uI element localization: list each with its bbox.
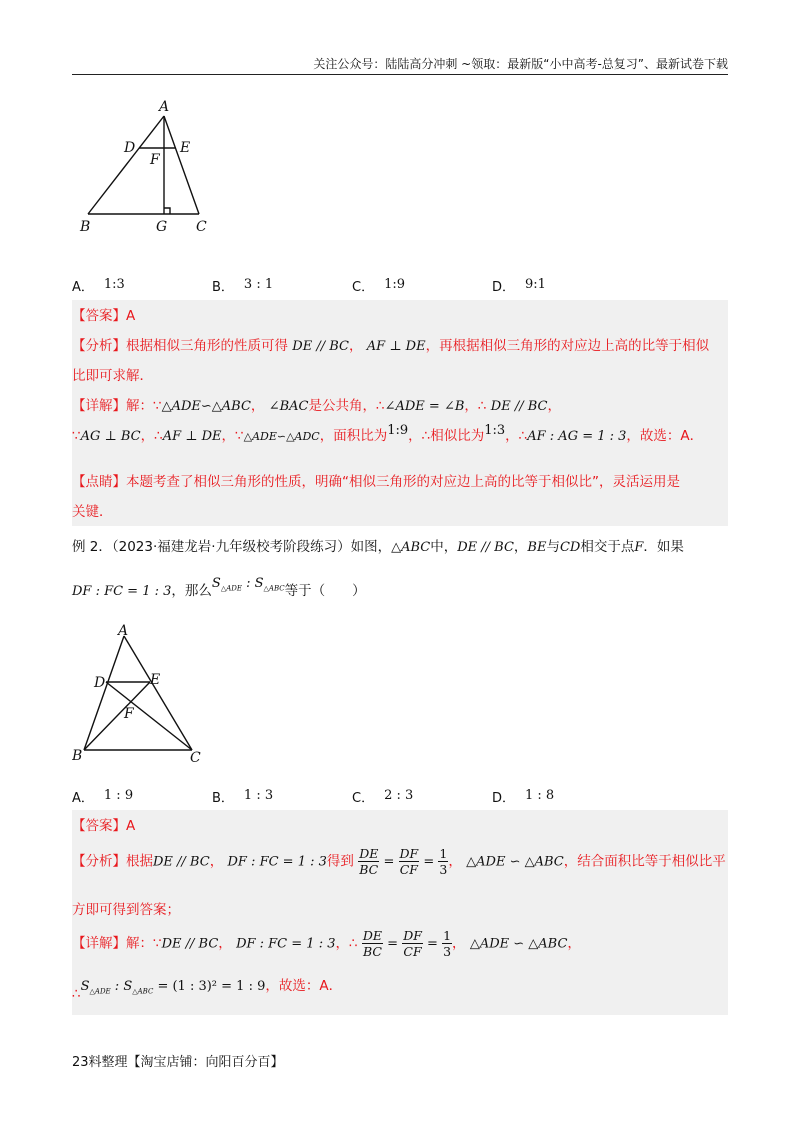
figure-1-triangle xyxy=(76,98,216,238)
q1-point-line-2: 关键． xyxy=(72,504,113,520)
label-e: E xyxy=(150,672,161,688)
q1-detail-line-2: ∵AG ⊥ BC，∴AF ⊥ DE，∵△ADE∽△ADC，面积比为1:9，∴相似比为1:3，∴AF : AG = 1 : 3，故选：A． xyxy=(72,423,704,444)
q2-options xyxy=(72,787,732,807)
fraction-de-bc-2: $\frac{DE}{BC}$ xyxy=(362,928,383,959)
label-f: F xyxy=(150,152,160,168)
fraction-one-third-2: $\frac{1}{3}$ xyxy=(443,928,452,959)
segment-be xyxy=(84,682,150,750)
q2-solution-box xyxy=(72,810,728,1015)
q2-option-b[interactable]: B． 1 : 3 xyxy=(212,788,274,806)
segment-cd xyxy=(106,682,192,750)
label-c: C xyxy=(190,750,201,766)
side-ac xyxy=(124,636,192,750)
q2-stem-line-2: DF : FC = 1 : 3，那么$S_{\triangle ADE}$ : $S_{\triangle ABC}$等于（ ） xyxy=(72,576,366,599)
q2-stem-line-1: 例 2．（2023·福建龙岩·九年级校考阶段练习）如图，△ABC中，DE // BC，BE与CD相交于点F．如果 xyxy=(72,539,684,555)
q2-detail-line-1: 【详解】解：∵DE // BC， DF : FC = 1 : 3，∴ $\frac{DE}{BC}$ = $\frac{DF}{CF}$ = $\frac{1}{3}$ ， △ADE ∽ △ABC， xyxy=(72,928,581,959)
q2-option-a[interactable]: A． 1 : 9 xyxy=(72,788,134,806)
q1-answer-line: 【答案】A xyxy=(72,308,136,324)
q2-option-c[interactable]: C． 2 : 3 xyxy=(352,788,414,806)
label-c: C xyxy=(196,219,207,235)
figure-2-triangle xyxy=(72,622,212,768)
page-footer: 23料整理【淘宝店铺：向阳百分百】 xyxy=(72,1055,284,1070)
q1-option-d[interactable]: D． 9:1 xyxy=(492,277,546,295)
label-d: D xyxy=(94,675,106,691)
side-ac xyxy=(164,116,199,214)
q2-answer-line: 【答案】A xyxy=(72,818,136,834)
label-a: A xyxy=(118,623,129,639)
fraction-one-third: $\frac{1}{3}$ xyxy=(439,846,448,877)
q2-analysis-line-2: 方即可得到答案； xyxy=(72,902,180,918)
q1-option-b[interactable]: B． 3 : 1 xyxy=(212,277,274,295)
q1-analysis-line-1: 【分析】根据相似三角形的性质可得 DE // BC， AF ⊥ DE，再根据相似三角形的对应边上高的比等于相似 xyxy=(72,338,710,354)
q1-point-line-1: 【点睛】本题考查了相似三角形的性质，明确“相似三角形的对应边上高的比等于相似比”，灵活运用是 xyxy=(72,474,680,490)
q2-detail-line-2: $\therefore S_{\triangle ADE}$ : $S_{\triangle ABC} = (1$ : 3)² = 1 : 9，故选：A． xyxy=(72,978,343,1002)
q1-solution-box xyxy=(72,300,728,526)
fraction-df-cf-2: $\frac{DF}{CF}$ xyxy=(403,928,422,959)
right-angle-mark xyxy=(164,208,170,214)
label-f: F xyxy=(124,706,134,722)
page-header: 关注公众号：陆陆高分冲刺 ~领取：最新版“小中高考-总复习”、最新试卷下载 xyxy=(72,56,728,75)
q1-option-c[interactable]: C． 1:9 xyxy=(352,277,405,295)
label-a: A xyxy=(159,99,170,115)
label-g: G xyxy=(156,219,168,235)
q1-options xyxy=(72,276,732,296)
q2-option-d[interactable]: D． 1 : 8 xyxy=(492,788,555,806)
q2-analysis-line-1: 【分析】根据DE // BC， DF : FC = 1 : 3得到 $\frac{DE}{BC}$ = $\frac{DF}{CF}$ = $\frac{1}{3}$ ， △ADE ∽ △ABC，结合面积比等于相似比平 xyxy=(72,846,726,877)
side-ab xyxy=(84,636,124,750)
label-e: E xyxy=(180,140,191,156)
q1-option-a[interactable]: A． 1:3 xyxy=(72,277,125,295)
label-d: D xyxy=(124,140,136,156)
q1-detail-line-1: 【详解】解：∵△ADE∽△ABC， ∠BAC是公共角，∴∠ADE = ∠B，∴ DE // BC， xyxy=(72,398,561,414)
fraction-df-cf: $\frac{DF}{CF}$ xyxy=(399,846,419,877)
fraction-de-bc: $\frac{DE}{BC}$ xyxy=(359,846,379,877)
q1-analysis-line-2: 比即可求解． xyxy=(72,368,153,384)
label-b: B xyxy=(80,219,91,235)
label-b: B xyxy=(72,748,83,764)
